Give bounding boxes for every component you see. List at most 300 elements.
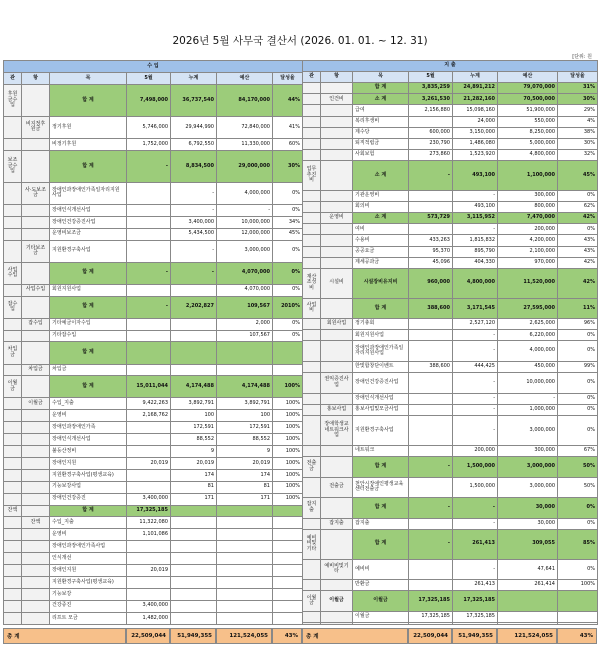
expense-table-row — [303, 591, 598, 612]
income-table-cell — [217, 529, 273, 541]
income-table-cell — [127, 240, 171, 262]
income-table-cell: 3,400,000 — [127, 600, 171, 612]
expense-table-row — [303, 149, 598, 160]
expense-table-cell — [409, 190, 453, 201]
income-table-row — [4, 216, 303, 228]
income-table-cell: 합 계 — [50, 262, 127, 284]
expense-table-cell — [303, 83, 321, 94]
income-table-cell — [22, 228, 50, 240]
income-table-cell: 29,944,990 — [171, 116, 217, 138]
expense-table-cell: 예비비및기타 — [303, 529, 321, 559]
expense-table-cell: - — [409, 498, 453, 519]
income-table-cell: 인식개선 — [50, 553, 127, 565]
expense-table-cell — [303, 445, 321, 456]
expense-table-cell: 960,000 — [409, 268, 453, 298]
income-table-cell: 109,567 — [217, 296, 273, 318]
income-table-cell — [4, 205, 22, 217]
expense-table-cell — [409, 341, 453, 362]
expense-table-cell — [498, 611, 558, 622]
income-table-cell: 30% — [273, 150, 303, 182]
expense-table-cell: 천안시장애인평생교육센터전출금 — [353, 477, 409, 498]
income-table-cell — [4, 529, 22, 541]
expense-column-header: 예산 — [498, 72, 558, 83]
income-table-cell: 174 — [217, 469, 273, 481]
income-table-cell: 41% — [273, 116, 303, 138]
expense-table-row — [303, 330, 598, 341]
expense-table-cell: - — [409, 160, 453, 190]
income-table-cell: 3,000,000 — [217, 240, 273, 262]
income-table-cell — [4, 434, 22, 446]
income-table-cell — [4, 493, 22, 505]
income-table-cell — [273, 541, 303, 553]
expense-table-cell: 230,790 — [409, 138, 453, 149]
expense-table-cell: 0% — [558, 330, 598, 341]
expense-table-cell — [409, 445, 453, 456]
income-table-cell: 0% — [273, 205, 303, 217]
income-column-header: 달성율 — [273, 72, 303, 84]
expense-table-cell — [321, 235, 353, 246]
income-table-cell — [4, 577, 22, 589]
expense-table-cell: 300,000 — [498, 190, 558, 201]
expense-table-row — [303, 94, 598, 105]
income-table-cell: 기타보조금 — [22, 240, 50, 262]
expense-table-cell — [321, 341, 353, 362]
expense-table-cell: 30% — [558, 94, 598, 105]
income-section-label: 수 입 — [4, 61, 303, 73]
expense-table-cell: 제수당 — [353, 127, 409, 138]
expense-table-cell — [409, 224, 453, 235]
income-table-cell — [171, 529, 217, 541]
expense-table-cell: 15,098,160 — [453, 105, 498, 116]
expense-table-cell: 홍보사업 — [321, 404, 353, 415]
income-table-cell: 9 — [171, 446, 217, 458]
income-table-cell — [22, 505, 50, 517]
income-table-cell — [273, 588, 303, 600]
expense-table-cell — [303, 373, 321, 394]
income-table-cell: 100 — [171, 410, 217, 422]
income-table-cell: 합 계 — [50, 376, 127, 398]
income-table-cell — [127, 434, 171, 446]
income-table-row — [4, 376, 303, 398]
income-table-cell — [22, 541, 50, 553]
income-table-cell: 4,174,488 — [171, 376, 217, 398]
expense-table-cell: 정기총회 — [353, 319, 409, 330]
income-table-cell — [273, 600, 303, 612]
income-table-cell: 정기후원 — [50, 116, 127, 138]
expense-table-cell: 업무추진비 — [303, 160, 321, 190]
income-table-cell — [4, 457, 22, 469]
expense-table-row — [303, 445, 598, 456]
income-table-cell — [4, 398, 22, 410]
expense-column-header: 관 — [303, 72, 321, 83]
income-column-header: 관 — [4, 72, 22, 84]
income-table-row — [4, 398, 303, 410]
income-table-row — [4, 434, 303, 446]
income-table-cell: 수입_지출 — [50, 517, 127, 529]
expense-table-cell — [353, 622, 409, 624]
income-table-cell — [127, 364, 171, 376]
expense-table-cell: 재산조성비 — [303, 268, 321, 298]
expense-column-header: 목 — [353, 72, 409, 83]
income-table-cell: 107,567 — [217, 330, 273, 342]
income-column-header: 5월 — [127, 72, 171, 84]
income-section-header — [4, 61, 303, 73]
income-table-cell: 36,737,540 — [171, 84, 217, 116]
expense-table-cell: 1,486,080 — [453, 138, 498, 149]
page-title: 2026년 5월 사무국 결산서 (2026. 01. 01. ~ 12. 31) — [172, 35, 428, 47]
expense-table-cell: 4% — [558, 116, 598, 127]
expense-table-row — [303, 138, 598, 149]
income-table-cell — [273, 529, 303, 541]
income-table-row — [4, 565, 303, 577]
expense-column-header: 항 — [321, 72, 353, 83]
expense-table-cell — [558, 622, 598, 624]
expense-table-cell: 17,325,185 — [453, 591, 498, 612]
expense-table-cell: 47,641 — [498, 559, 558, 580]
income-table-cell: 4,070,000 — [217, 262, 273, 284]
expense-table-cell — [303, 213, 321, 224]
expense-table-row — [303, 498, 598, 519]
expense-table-cell: - — [453, 373, 498, 394]
expense-table-cell: 회원사업 — [321, 319, 353, 330]
expense-table-cell — [409, 477, 453, 498]
expense-table-cell: - — [453, 404, 498, 415]
expense-table-cell: 100% — [558, 580, 598, 591]
income-table-cell — [4, 588, 22, 600]
income-table-cell: 운영비 — [50, 410, 127, 422]
income-table-cell: - — [171, 205, 217, 217]
income-table-cell — [217, 517, 273, 529]
expense-table-cell: 네트워크 — [353, 445, 409, 456]
expense-table-cell: 급여 — [353, 105, 409, 116]
expense-table-cell: 3,261,530 — [409, 94, 453, 105]
expense-table-cell: 1,500,000 — [453, 456, 498, 477]
expense-table-cell: 3,150,000 — [453, 127, 498, 138]
income-table-cell: 이월금 — [22, 398, 50, 410]
income-table-cell: 34% — [273, 216, 303, 228]
income-table-cell: 기능보강 — [50, 588, 127, 600]
income-table-cell: 100% — [273, 457, 303, 469]
expense-table-cell: 79,070,000 — [498, 83, 558, 94]
expense-table-cell: - — [453, 559, 498, 580]
expense-table-row — [303, 319, 598, 330]
expense-section — [302, 60, 597, 625]
income-table-cell: 불등산정비 — [50, 446, 127, 458]
expense-table-cell: 261,414 — [498, 580, 558, 591]
expense-table-cell — [558, 591, 598, 612]
income-table-cell: 장애인지원 — [50, 565, 127, 577]
expense-table-cell — [321, 456, 353, 477]
expense-table-cell: 43% — [558, 246, 598, 257]
income-table-cell — [22, 296, 50, 318]
income-table-cell: 기능보강사업 — [50, 481, 127, 493]
expense-table-row — [303, 529, 598, 559]
expense-column-header: 누계 — [453, 72, 498, 83]
expense-table-cell — [303, 518, 321, 529]
income-table-cell — [4, 469, 22, 481]
income-table-cell: 수입_지출 — [50, 398, 127, 410]
expense-table-cell — [303, 415, 321, 445]
expense-table-cell: 4,800,000 — [498, 149, 558, 160]
income-table-cell — [171, 517, 217, 529]
expense-table-cell: 지원환경구축사업 — [353, 415, 409, 445]
income-table-cell — [127, 182, 171, 204]
expense-table-cell: 261,413 — [453, 529, 498, 559]
income-table-cell — [171, 330, 217, 342]
income-table-cell — [127, 553, 171, 565]
expense-table-cell — [321, 202, 353, 213]
expense-table-cell: 합 계 — [353, 498, 409, 519]
income-table-cell — [273, 505, 303, 517]
income-table-cell — [4, 410, 22, 422]
expense-column-headers — [303, 72, 598, 83]
expense-table-cell — [303, 94, 321, 105]
expense-table-cell: 0% — [558, 559, 598, 580]
expense-table-cell — [409, 518, 453, 529]
expense-table-cell: 0% — [558, 518, 598, 529]
income-table-cell: 장애인과장애인가족일자리지원사업 — [50, 182, 127, 204]
income-table-cell: 기타예금이자수입 — [50, 318, 127, 330]
expense-table-row — [303, 257, 598, 268]
expense-table-cell: 반환금 — [353, 580, 409, 591]
income-table-cell: 88,552 — [171, 434, 217, 446]
income-table-cell: 100% — [273, 422, 303, 434]
expense-table-cell: 3,000,000 — [498, 415, 558, 445]
income-table-cell — [127, 469, 171, 481]
income-column-header: 누계 — [171, 72, 217, 84]
income-table-cell: 지원환경구축사업(평생교육) — [50, 469, 127, 481]
expense-table-cell: 444,425 — [453, 362, 498, 373]
income-table-cell: 사·도보조금 — [22, 182, 50, 204]
expense-table-cell: 0% — [558, 415, 598, 445]
expense-table-cell — [409, 330, 453, 341]
income-table-cell — [22, 262, 50, 284]
expense-table-cell: 573,729 — [409, 213, 453, 224]
income-table-cell: 3,400,000 — [171, 216, 217, 228]
income-table-cell — [4, 284, 22, 296]
income-table-cell: 3,892,791 — [171, 398, 217, 410]
income-table-cell: 0% — [273, 318, 303, 330]
income-table-cell: 84,170,000 — [217, 84, 273, 116]
expense-table-cell: 309,055 — [498, 529, 558, 559]
expense-table-cell: 29% — [558, 105, 598, 116]
income-table-cell: 2,000 — [217, 318, 273, 330]
income-table-cell: 88,552 — [217, 434, 273, 446]
income-table-cell: 45% — [273, 228, 303, 240]
expense-table-cell: 여비 — [353, 224, 409, 235]
expense-table-cell: 수용비 — [353, 235, 409, 246]
expense-table-cell — [409, 393, 453, 404]
income-table-cell — [217, 588, 273, 600]
income-table-row — [4, 457, 303, 469]
expense-table-cell — [321, 257, 353, 268]
income-table-cell — [4, 364, 22, 376]
expense-table-cell: 24,000 — [453, 116, 498, 127]
expense-table-cell: 17,325,185 — [409, 591, 453, 612]
expense-table-cell: 전출금 — [303, 456, 321, 477]
expense-table-row — [303, 160, 598, 190]
income-table-row — [4, 505, 303, 517]
expense-table-cell: 493,100 — [453, 160, 498, 190]
income-table-cell: 장애인과장애인가족사업 — [50, 541, 127, 553]
expense-table-cell: 4,200,000 — [498, 235, 558, 246]
income-table-cell: 비지정후원금 — [22, 116, 50, 138]
expense-table-cell: 잡지출 — [321, 518, 353, 529]
income-table-cell: 5,434,500 — [171, 228, 217, 240]
income-table-cell — [22, 216, 50, 228]
expense-table-cell: 4,000,000 — [498, 341, 558, 362]
expense-table-cell — [498, 591, 558, 612]
expense-table-cell — [409, 116, 453, 127]
income-table-cell: 100% — [273, 398, 303, 410]
expense-table-cell: 3,000,000 — [498, 477, 558, 498]
expense-table-cell — [303, 127, 321, 138]
expense-table-cell: 2,625,000 — [498, 319, 558, 330]
expense-table-cell: 38% — [558, 127, 598, 138]
expense-table-cell: 895,790 — [453, 246, 498, 257]
expense-table-cell — [409, 404, 453, 415]
income-table-cell: 17,325,185 — [127, 505, 171, 517]
statement-body — [3, 60, 597, 625]
income-table-cell — [4, 600, 22, 612]
income-table-cell: - — [217, 205, 273, 217]
income-table — [3, 60, 303, 625]
expense-total-cumulative: 51,949,355 — [452, 628, 497, 644]
income-table-cell: 2,202,827 — [171, 296, 217, 318]
income-table-cell: - — [171, 240, 217, 262]
income-table-cell — [4, 182, 22, 204]
income-table-cell: 15,011,044 — [127, 376, 171, 398]
expense-table-cell — [453, 622, 498, 624]
expense-table-cell: 이월금 — [303, 591, 321, 612]
income-table-cell: 9 — [217, 446, 273, 458]
income-table-row — [4, 493, 303, 505]
expense-table-cell — [303, 246, 321, 257]
expense-table-cell — [303, 257, 321, 268]
income-table-cell: 81 — [217, 481, 273, 493]
expense-table-cell: 예비비및기타 — [321, 559, 353, 580]
expense-table-cell: 제세공과금 — [353, 257, 409, 268]
expense-table-cell — [321, 580, 353, 591]
expense-table-cell — [303, 477, 321, 498]
expense-table-cell — [321, 246, 353, 257]
expense-table-cell: 0% — [558, 498, 598, 519]
expense-table-cell: 회의비 — [353, 202, 409, 213]
income-table-cell — [217, 553, 273, 565]
expense-table-row — [303, 456, 598, 477]
income-table-cell — [4, 422, 22, 434]
expense-table-cell — [303, 149, 321, 160]
expense-table-cell: 3,000,000 — [498, 456, 558, 477]
expense-table-cell: 2,527,120 — [453, 319, 498, 330]
expense-table-row — [303, 611, 598, 622]
income-table-cell: 이월금 — [4, 376, 22, 398]
expense-table-cell: 장애인식개선사업 — [353, 393, 409, 404]
expense-table-cell: 273,860 — [409, 149, 453, 160]
income-table-row — [4, 262, 303, 284]
expense-table-row — [303, 622, 598, 624]
expense-table-row — [303, 373, 598, 394]
income-column-header: 예산 — [217, 72, 273, 84]
income-total-month: 22,509,044 — [126, 628, 170, 644]
expense-table-cell: 사회보험 — [353, 149, 409, 160]
expense-table-cell: 45% — [558, 160, 598, 190]
income-table-cell: 장애인건강증진 — [50, 493, 127, 505]
income-table-cell: 합 계 — [50, 150, 127, 182]
income-table-row — [4, 469, 303, 481]
expense-table-row — [303, 404, 598, 415]
expense-table-cell: 소 계 — [353, 213, 409, 224]
expense-table-row — [303, 559, 598, 580]
expense-table-cell — [303, 235, 321, 246]
expense-total-budget: 121,524,055 — [497, 628, 557, 644]
income-table-cell: 11,322,080 — [127, 517, 171, 529]
expense-column-header: 5월 — [409, 72, 453, 83]
expense-table-cell: 32% — [558, 149, 598, 160]
income-total-budget: 121,524,055 — [216, 628, 272, 644]
income-table-cell — [273, 517, 303, 529]
income-table-row — [4, 410, 303, 422]
income-table-row — [4, 364, 303, 376]
income-table-cell: 합 계 — [50, 84, 127, 116]
income-table-row — [4, 284, 303, 296]
expense-table-cell — [303, 341, 321, 362]
income-table-cell: 100% — [273, 493, 303, 505]
income-table-cell: 172,591 — [171, 422, 217, 434]
expense-table-cell — [321, 138, 353, 149]
income-table-cell — [171, 318, 217, 330]
income-table-cell — [4, 228, 22, 240]
income-table-cell: 4,000,000 — [217, 182, 273, 204]
expense-table-cell: 0% — [558, 373, 598, 394]
expense-table-cell: 0% — [558, 224, 598, 235]
income-table-row — [4, 517, 303, 529]
unit-label: [단위: 원 — [572, 54, 592, 60]
expense-table-cell: 6,220,000 — [498, 330, 558, 341]
expense-table-cell: 이월금 — [321, 591, 353, 612]
income-table-cell: 100 — [217, 410, 273, 422]
income-table-cell: 20,019 — [171, 457, 217, 469]
expense-table-row — [303, 224, 598, 235]
income-table-cell — [273, 364, 303, 376]
income-table-cell: 0% — [273, 182, 303, 204]
expense-table-cell — [303, 224, 321, 235]
income-table-cell: 4,174,488 — [217, 376, 273, 398]
expense-table-row — [303, 298, 598, 319]
income-table-cell — [22, 612, 50, 624]
income-table-cell — [22, 376, 50, 398]
expense-table-cell — [303, 393, 321, 404]
income-table-cell: 174 — [171, 469, 217, 481]
expense-table-cell: 장애인과장애인가족일자리지원사업 — [353, 341, 409, 362]
income-table-row — [4, 541, 303, 553]
expense-table-cell: 잡지출 — [353, 518, 409, 529]
income-table-cell: 장애인건강증진사업 — [50, 216, 127, 228]
income-table-row — [4, 446, 303, 458]
income-table-cell: 9,422,263 — [127, 398, 171, 410]
income-table-cell — [127, 342, 171, 364]
income-table-cell: 1,482,000 — [127, 612, 171, 624]
expense-table-cell: 45,096 — [409, 257, 453, 268]
income-table-cell: 잔액 — [4, 505, 22, 517]
income-table-cell: 100% — [273, 410, 303, 422]
income-table-cell: 20,019 — [127, 565, 171, 577]
income-table-cell: 2010% — [273, 296, 303, 318]
expense-table-cell — [321, 445, 353, 456]
expense-table-cell: 2,100,000 — [498, 246, 558, 257]
income-table-cell: 합 계 — [50, 505, 127, 517]
expense-table-cell: 42% — [558, 213, 598, 224]
